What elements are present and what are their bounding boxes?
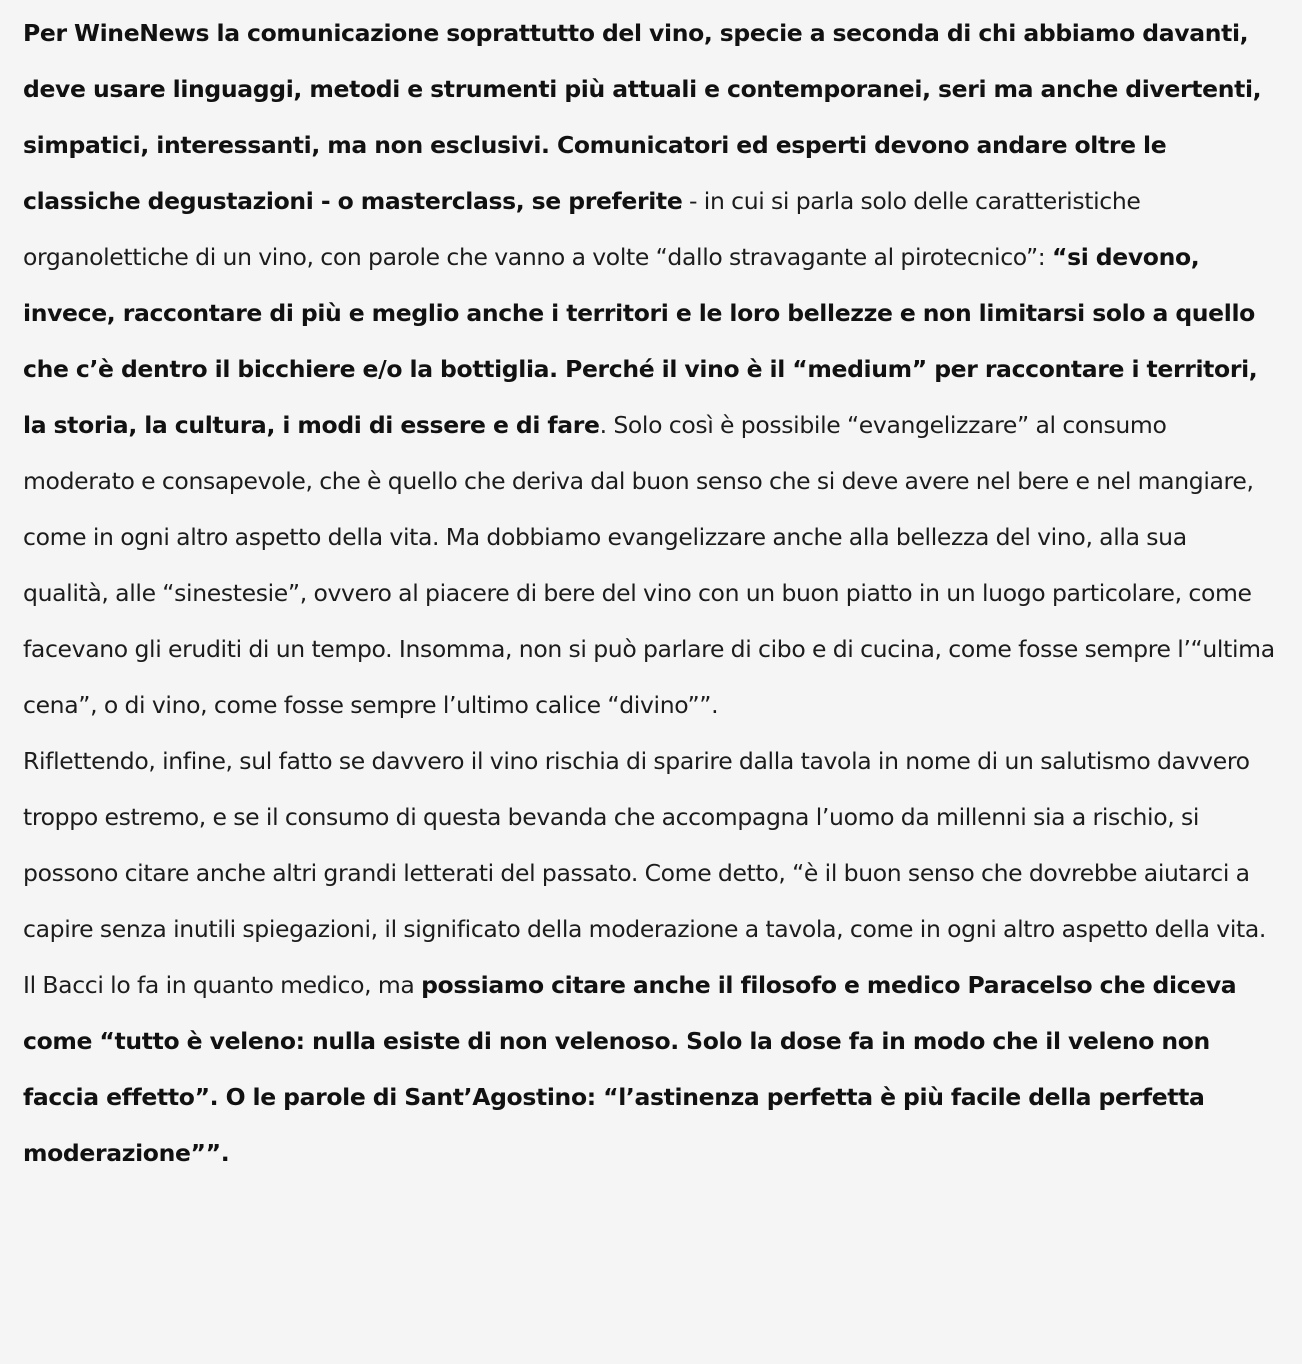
bold-text: Per WineNews la comunicazione soprattutto del vino, specie a seconda di chi abbiamo davanti, deve usare linguaggi, metodi e strumenti più attuali e contemporanei, seri ma anche divertenti, simpatici, interessanti, ma non esclusivi. Comunicatori ed esperti devono andare oltre le classiche degustazioni - o masterclass, se preferite: [23, 19, 1262, 215]
bold-quote: possiamo citare anche il filosofo e medico Paracelso che diceva come “tutto è veleno: nulla esiste di non velenoso. Solo la dose fa in modo che il veleno non faccia effetto”. O le parole di Sant’Agostino: “l’astinenza perfetta è più facile della perfetta moderazione”: [23, 971, 1237, 1167]
body-text: Riflettendo, infine, sul fatto se davvero il vino rischia di sparire dalla tavola in nome di un salutismo davvero troppo estremo, e se il consumo di questa bevanda che accompagna l’uomo da millenni sia a rischio, si possono citare anche altri grandi letterati del passato. Come detto, “è il buon senso che dovrebbe aiutarci a capire senza inutili spiegazioni, il significato della moderazione a tavola, come in ogni altro aspetto della vita. Il Bacci lo fa in quanto medico, ma: [23, 747, 1267, 999]
bold-quote: “si devono, invece, raccontare di più e meglio anche i territori e le loro bellezze e non limitarsi solo a quello che c’è dentro il bicchiere e/o la bottiglia. Perché il vino è il “medium” per raccontare i territori, la storia, la cultura, i modi di essere e di fare: [23, 243, 1258, 439]
paragraph-1: [23, 5, 1278, 733]
closing-quote: ”.: [205, 1139, 230, 1167]
body-text: . Solo così è possibile “evangelizzare” al consumo moderato e consapevole, che è quello che deriva dal buon senso che si deve avere nel bere e nel mangiare, come in ogni altro aspetto della vita. Ma dobbiamo evangelizzare anche alla bellezza del vino, alla sua qualità, alle “sinestesie”, ovvero al piacere di bere del vino con un buon piatto in un luogo particolare, come facevano gli eruditi di un tempo. Insomma, non si può parlare di cibo e di cucina, come fosse sempre l’“ultima cena”, o di vino, come fosse sempre l’ultimo calice “divino””.: [23, 411, 1275, 719]
body-text: - in cui si parla solo delle caratteristiche organolettiche di un vino, con parole che vanno a volte “dallo stravagante al pirotecnico”:: [23, 187, 1141, 271]
paragraph-2: [23, 733, 1278, 1181]
